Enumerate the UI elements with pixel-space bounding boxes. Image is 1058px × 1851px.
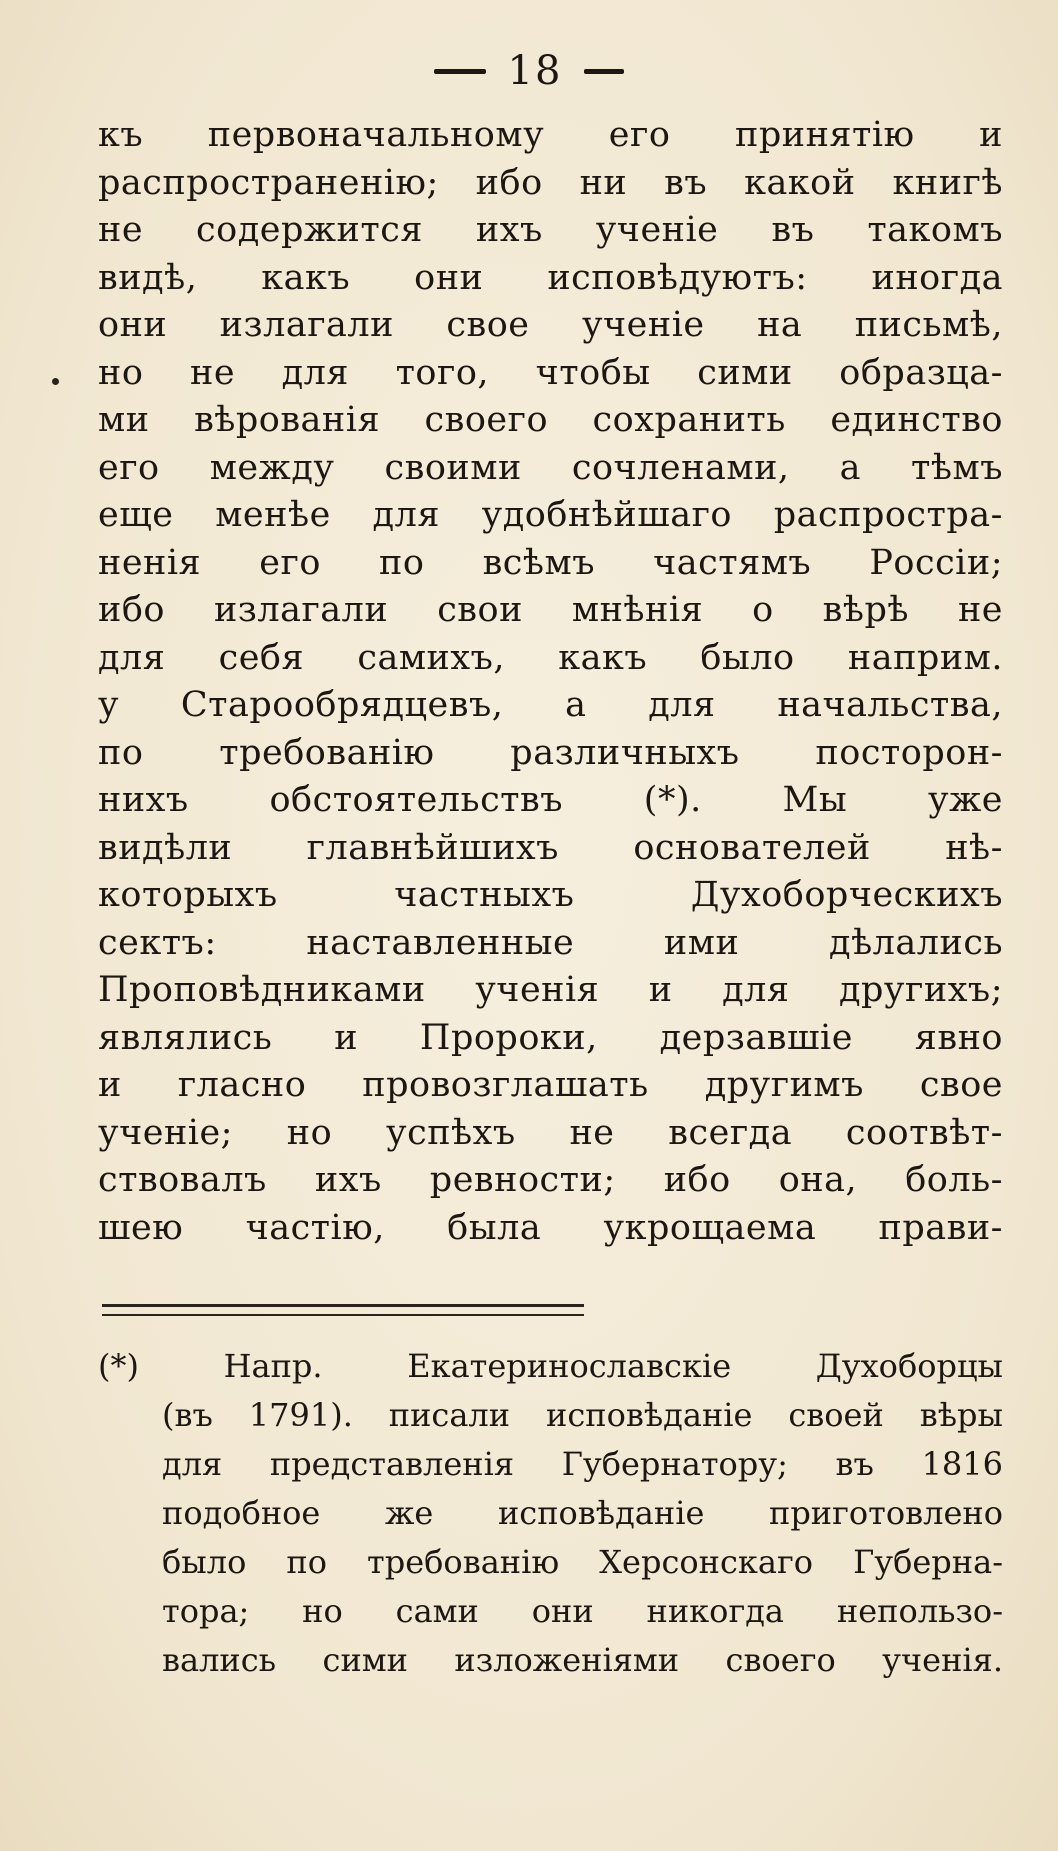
text-line: видѣли главнѣйшихъ основателей нѣ- bbox=[98, 827, 1003, 868]
footnote-line: (въ 1791). писали исповѣданіе своей вѣры bbox=[162, 1396, 1003, 1434]
text-line: они излагали свое ученіе на письмѣ, bbox=[98, 305, 1003, 345]
text-line: сектъ: наставленные ими дѣлались bbox=[98, 922, 1003, 963]
text-line: еще менѣе для удобнѣйшаго распростра- bbox=[98, 495, 1003, 535]
text-line: являлись и Пророки, дерзавшіе явно bbox=[98, 1017, 1003, 1058]
text-line: у Старообрядцевъ, а для начальства, bbox=[98, 685, 1003, 725]
text-line: ученіе; но успѣхъ не всегда соотвѣт- bbox=[98, 1112, 1003, 1153]
page-number: 18 bbox=[507, 48, 563, 94]
margin-mark bbox=[52, 378, 59, 385]
footnote-line: тора; но сами они никогда непользо- bbox=[162, 1592, 1003, 1630]
text-line: шею частію, была укрощаема прави- bbox=[98, 1207, 1003, 1248]
footnote-line: для представленія Губернатору; въ 1816 bbox=[162, 1445, 1003, 1483]
text-line: ми вѣрованія своего сохранить единство bbox=[98, 400, 1003, 440]
text-line: для себя самихъ, какъ было наприм. bbox=[98, 637, 1003, 678]
text-line: и гласно провозглашать другимъ свое bbox=[98, 1065, 1003, 1105]
text-line: его между своими сочленами, а тѣмъ bbox=[98, 447, 1003, 488]
text-line: которыхъ частныхъ Духоборческихъ bbox=[98, 875, 1003, 915]
footnote bbox=[98, 1342, 1003, 1685]
text-line: ненія его по всѣмъ частямъ Россіи; bbox=[98, 542, 1003, 583]
footnote-separator bbox=[102, 1304, 584, 1316]
footnote-line: было по требованію Херсонскаго Губерна- bbox=[162, 1543, 1003, 1581]
text-line: но не для того, чтобы сими образца- bbox=[98, 352, 1003, 393]
footnote-line: вались сими изложеніями своего ученія. bbox=[162, 1641, 1003, 1679]
text-line: Проповѣдниками ученія и для другихъ; bbox=[98, 970, 1003, 1010]
footnote-line: (*) Напр. Екатеринославскіе Духоборцы bbox=[98, 1347, 1003, 1385]
text-line: нихъ обстоятельствъ (*). Мы уже bbox=[98, 780, 1003, 820]
text-line: не содержится ихъ ученіе въ такомъ bbox=[98, 210, 1003, 250]
text-line: къ первоначальному его принятію и bbox=[98, 115, 1003, 155]
text-line: распространенію; ибо ни въ какой книгѣ bbox=[98, 162, 1003, 203]
header-dash-left bbox=[434, 69, 486, 74]
text-line: ствовалъ ихъ ревности; ибо она, боль- bbox=[98, 1160, 1003, 1200]
text-line: ибо излагали свои мнѣнія о вѣрѣ не bbox=[98, 590, 1003, 630]
page-header bbox=[0, 46, 1058, 96]
main-text bbox=[98, 112, 1003, 1252]
footnote-line: подобное же исповѣданіе приготовлено bbox=[162, 1494, 1003, 1532]
header-dash-right bbox=[584, 69, 624, 74]
text-line: видѣ, какъ они исповѣдуютъ: иногда bbox=[98, 257, 1003, 298]
text-line: по требованію различныхъ посторон- bbox=[98, 732, 1003, 773]
